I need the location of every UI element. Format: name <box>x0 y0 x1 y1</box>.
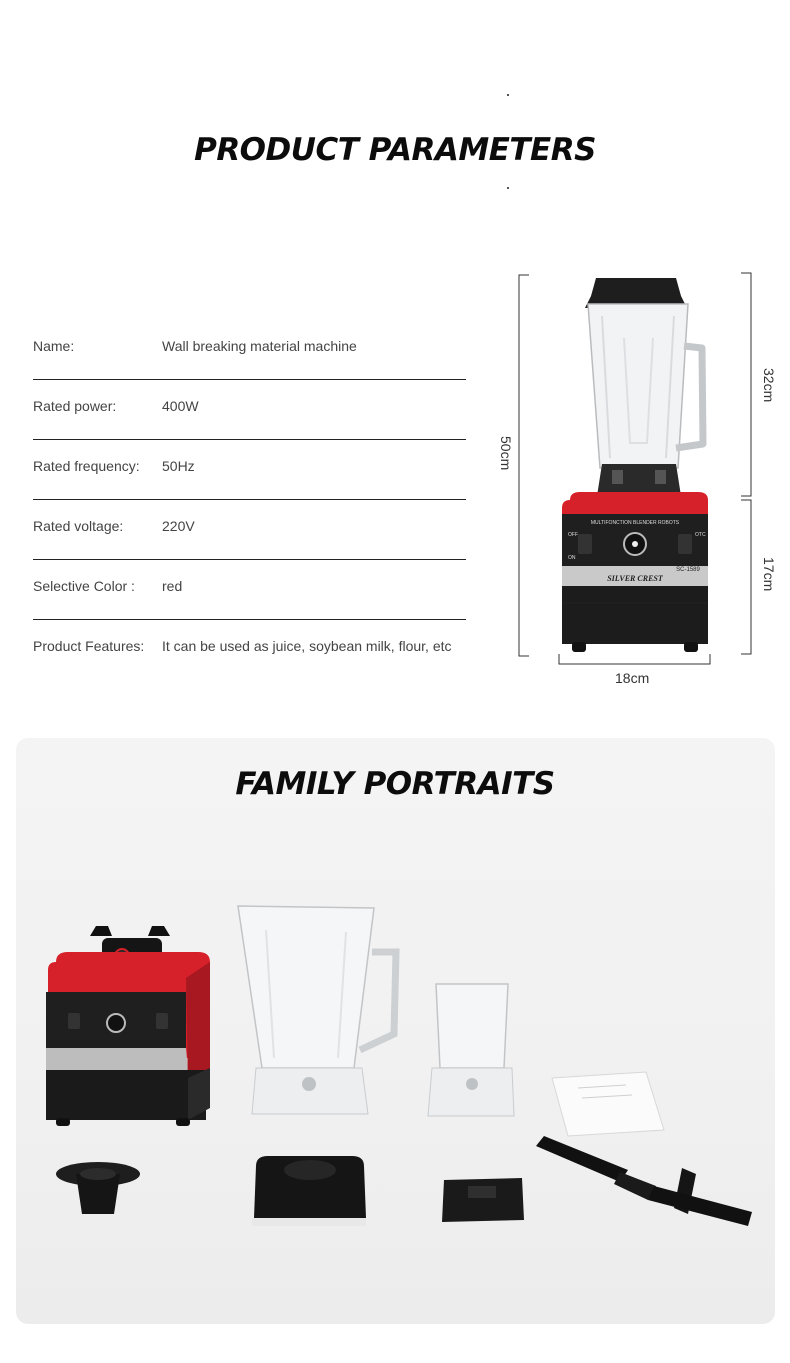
dim-jar-height: 32cm <box>761 368 777 403</box>
param-value: 220V <box>162 518 195 534</box>
blender-illustration <box>510 268 730 668</box>
param-label: Rated voltage: <box>33 518 124 534</box>
model-label: SC-1589 <box>676 567 700 573</box>
motor-base <box>46 926 210 1126</box>
instruction-manual <box>552 1072 664 1136</box>
param-value: Wall breaking material machine <box>162 338 357 354</box>
family-items-illustration <box>16 738 775 1324</box>
switch-otc-label: OTC <box>695 532 706 538</box>
small-jar <box>428 984 514 1116</box>
dim-base-height: 17cm <box>761 557 777 592</box>
switch-on-label: ON <box>568 555 576 561</box>
dim-total-height: 50cm <box>498 436 514 471</box>
brand-label: SILVER CREST <box>607 574 663 583</box>
tamper-stick <box>536 1136 752 1324</box>
param-value: 50Hz <box>162 458 195 474</box>
large-lid <box>252 1156 366 1226</box>
param-label: Name: <box>33 338 75 354</box>
dim-width: 18cm <box>615 670 650 686</box>
param-value: 400W <box>162 398 199 414</box>
product-parameters-title: PRODUCT PARAMETERS <box>194 132 596 168</box>
large-jar <box>238 906 396 1114</box>
param-label: Rated frequency: <box>33 458 140 474</box>
small-lid <box>442 1178 524 1222</box>
param-value: It can be used as juice, soybean milk, flour, etc <box>162 638 452 654</box>
family-portraits-panel <box>16 738 775 1324</box>
panel-text: MULTIFONCTION BLENDER ROBOTS <box>590 520 680 526</box>
param-label: Product Features: <box>33 638 145 654</box>
measuring-cup <box>56 1162 140 1214</box>
param-value: red <box>162 578 183 594</box>
param-label: Rated power: <box>33 398 117 414</box>
family-portraits-title: FAMILY PORTRAITS <box>235 766 555 802</box>
switch-off-label: OFF <box>568 532 578 538</box>
param-label: Selective Color : <box>33 578 135 594</box>
